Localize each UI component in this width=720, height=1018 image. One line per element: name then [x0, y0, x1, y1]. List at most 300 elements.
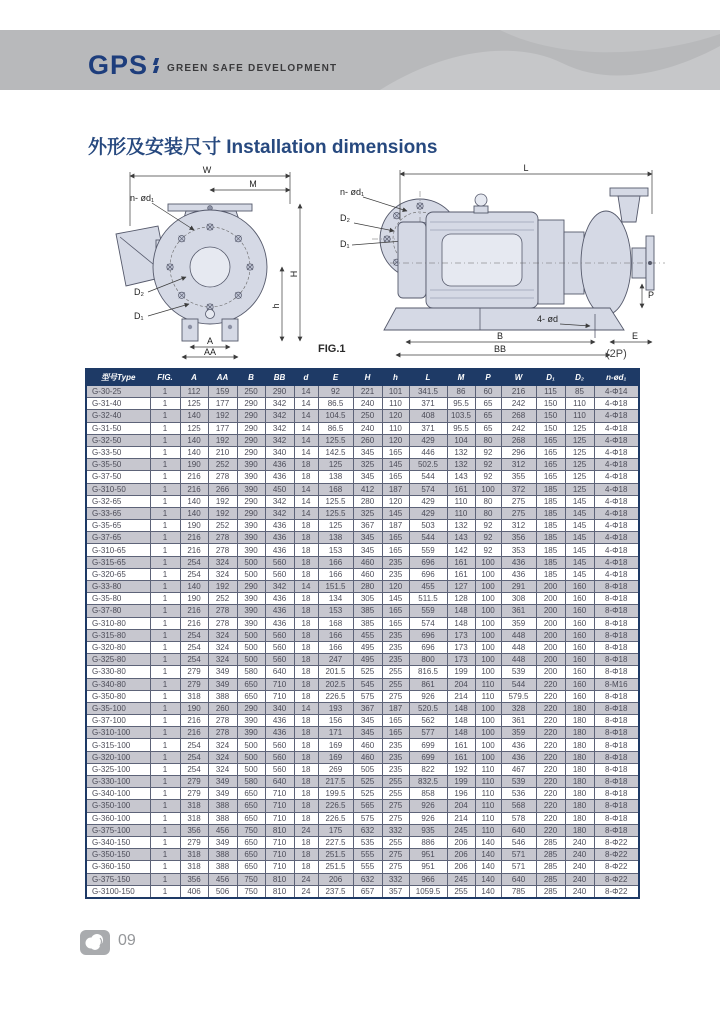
value-cell: 255	[447, 885, 475, 898]
value-cell: 103.5	[447, 410, 475, 422]
value-cell: 100	[475, 727, 501, 739]
value-cell: 143	[447, 532, 475, 544]
value-cell: 460	[353, 739, 382, 751]
value-cell: 235	[382, 568, 409, 580]
value-cell: 448	[501, 641, 536, 653]
label-d2-front: D₂	[134, 287, 144, 297]
value-cell: 100	[475, 666, 501, 678]
value-cell: 4-Φ18	[594, 410, 639, 422]
value-cell: 100	[475, 556, 501, 568]
value-cell: 500	[237, 556, 265, 568]
value-cell: 177	[208, 422, 237, 434]
value-cell: 190	[180, 520, 208, 532]
value-cell: 342	[265, 398, 294, 410]
value-cell: 356	[501, 532, 536, 544]
value-cell: 110	[475, 690, 501, 702]
value-cell: 275	[382, 800, 409, 812]
value-cell: 214	[447, 690, 475, 702]
model-cell: G-32-50	[86, 434, 150, 446]
value-cell: 500	[237, 763, 265, 775]
side-view-drawing	[384, 164, 665, 355]
value-cell: 632	[353, 824, 382, 836]
model-cell: G-32-65	[86, 495, 150, 507]
value-cell: 4-Φ18	[594, 544, 639, 556]
value-cell: 145	[565, 532, 594, 544]
value-cell: 340	[265, 702, 294, 714]
value-cell: 4-Φ18	[594, 520, 639, 532]
value-cell: 127	[447, 581, 475, 593]
value-cell: 545	[353, 678, 382, 690]
value-cell: 1	[150, 763, 180, 775]
value-cell: 18	[294, 629, 318, 641]
value-cell: 242	[501, 422, 536, 434]
value-cell: 268	[501, 410, 536, 422]
value-cell: 966	[409, 873, 447, 885]
value-cell: 318	[180, 690, 208, 702]
value-cell: 4-Φ18	[594, 556, 639, 568]
value-cell: 120	[382, 495, 409, 507]
value-cell: 390	[237, 471, 265, 483]
value-cell: 1	[150, 690, 180, 702]
value-cell: 8-Φ18	[594, 666, 639, 678]
value-cell: 100	[475, 654, 501, 666]
value-cell: 185	[536, 568, 565, 580]
model-cell: G-35-50	[86, 459, 150, 471]
value-cell: 220	[536, 800, 565, 812]
value-cell: 125	[565, 434, 594, 446]
value-cell: 4-Φ18	[594, 459, 639, 471]
value-cell: 372	[501, 483, 536, 495]
value-cell: 206	[447, 836, 475, 848]
value-cell: 161	[447, 556, 475, 568]
value-cell: 187	[382, 702, 409, 714]
value-cell: 210	[208, 446, 237, 458]
value-cell: 110	[382, 422, 409, 434]
label-n-od1-flange: n- ød₁	[340, 187, 365, 197]
value-cell: 539	[501, 666, 536, 678]
value-cell: 886	[409, 836, 447, 848]
value-cell: 145	[565, 544, 594, 556]
model-cell: G-32-40	[86, 410, 150, 422]
value-cell: 560	[265, 751, 294, 763]
value-cell: 8-Φ22	[594, 885, 639, 898]
value-cell: 785	[501, 885, 536, 898]
value-cell: 359	[501, 727, 536, 739]
model-cell: G-320-100	[86, 751, 150, 763]
value-cell: 1	[150, 836, 180, 848]
column-header: d	[294, 369, 318, 386]
value-cell: 220	[536, 763, 565, 775]
model-cell: G-320-65	[86, 568, 150, 580]
value-cell: 436	[265, 593, 294, 605]
value-cell: 165	[536, 446, 565, 458]
value-cell: 1	[150, 739, 180, 751]
value-cell: 699	[409, 751, 447, 763]
value-cell: 192	[447, 763, 475, 775]
value-cell: 4-Φ18	[594, 422, 639, 434]
value-cell: 696	[409, 556, 447, 568]
model-cell: G-330-80	[86, 666, 150, 678]
value-cell: 345	[353, 446, 382, 458]
value-cell: 216	[180, 727, 208, 739]
value-cell: 275	[501, 495, 536, 507]
value-cell: 92	[475, 471, 501, 483]
value-cell: 160	[565, 593, 594, 605]
dim-label-e: E	[631, 331, 639, 341]
column-header: P	[475, 369, 501, 386]
value-cell: 408	[409, 410, 447, 422]
value-cell: 650	[237, 836, 265, 848]
logo-tagline: GREEN SAFE DEVELOPMENT	[167, 63, 338, 74]
value-cell: 1	[150, 861, 180, 873]
table-row	[86, 861, 639, 873]
value-cell: 160	[565, 641, 594, 653]
value-cell: 710	[265, 812, 294, 824]
value-cell: 296	[501, 446, 536, 458]
value-cell: 132	[447, 459, 475, 471]
value-cell: 159	[208, 386, 237, 398]
value-cell: 100	[475, 605, 501, 617]
value-cell: 1	[150, 727, 180, 739]
model-cell: G-325-100	[86, 763, 150, 775]
value-cell: 951	[409, 849, 447, 861]
value-cell: 357	[382, 885, 409, 898]
value-cell: 110	[565, 410, 594, 422]
model-cell: G-33-65	[86, 507, 150, 519]
value-cell: 710	[265, 690, 294, 702]
value-cell: 110	[475, 776, 501, 788]
model-cell: G-315-65	[86, 556, 150, 568]
model-cell: G-325-80	[86, 654, 150, 666]
value-cell: 220	[536, 751, 565, 763]
value-cell: 560	[265, 763, 294, 775]
value-cell: 18	[294, 666, 318, 678]
value-cell: 161	[447, 751, 475, 763]
column-header: L	[409, 369, 447, 386]
value-cell: 318	[180, 861, 208, 873]
value-cell: 341.5	[409, 386, 447, 398]
value-cell: 632	[353, 873, 382, 885]
value-cell: 505	[353, 763, 382, 775]
value-cell: 260	[353, 434, 382, 446]
value-cell: 160	[565, 581, 594, 593]
value-cell: 173	[447, 629, 475, 641]
value-cell: 14	[294, 434, 318, 446]
value-cell: 308	[501, 593, 536, 605]
value-cell: 104.5	[318, 410, 353, 422]
value-cell: 14	[294, 446, 318, 458]
value-cell: 278	[208, 544, 237, 556]
value-cell: 1	[150, 568, 180, 580]
value-cell: 180	[565, 751, 594, 763]
value-cell: 1	[150, 495, 180, 507]
value-cell: 252	[208, 593, 237, 605]
value-cell: 18	[294, 556, 318, 568]
value-cell: 86.5	[318, 422, 353, 434]
table-row	[86, 849, 639, 861]
value-cell: 100	[475, 617, 501, 629]
table-row	[86, 836, 639, 848]
value-cell: 110	[565, 398, 594, 410]
table-row	[86, 751, 639, 763]
value-cell: 180	[565, 812, 594, 824]
value-cell: 8-Φ22	[594, 873, 639, 885]
value-cell: 140	[180, 495, 208, 507]
value-cell: 100	[475, 629, 501, 641]
model-cell: G-33-50	[86, 446, 150, 458]
logo-text: GPS	[88, 50, 149, 80]
model-cell: G-375-150	[86, 873, 150, 885]
value-cell: 165	[382, 605, 409, 617]
value-cell: 500	[237, 739, 265, 751]
model-cell: G-315-100	[86, 739, 150, 751]
value-cell: 500	[237, 568, 265, 580]
value-cell: 160	[565, 617, 594, 629]
table-row	[86, 763, 639, 775]
value-cell: 559	[409, 605, 447, 617]
value-cell: 138	[318, 471, 353, 483]
value-cell: 65	[475, 422, 501, 434]
value-cell: 254	[180, 739, 208, 751]
value-cell: 254	[180, 556, 208, 568]
value-cell: 390	[237, 617, 265, 629]
value-cell: 1	[150, 507, 180, 519]
value-cell: 165	[382, 446, 409, 458]
value-cell: 578	[501, 812, 536, 824]
value-cell: 185	[536, 556, 565, 568]
value-cell: 173	[447, 641, 475, 653]
model-cell: G-37-65	[86, 532, 150, 544]
value-cell: 429	[409, 495, 447, 507]
value-cell: 160	[565, 629, 594, 641]
value-cell: 436	[501, 739, 536, 751]
value-cell: 291	[501, 581, 536, 593]
dim-label-w: W	[202, 165, 212, 175]
value-cell: 1	[150, 702, 180, 714]
value-cell: 125.5	[318, 495, 353, 507]
table-row	[86, 812, 639, 824]
table-row	[86, 885, 639, 898]
value-cell: 199.5	[318, 788, 353, 800]
value-cell: 110	[475, 788, 501, 800]
value-cell: 560	[265, 568, 294, 580]
value-cell: 1	[150, 715, 180, 727]
value-cell: 235	[382, 641, 409, 653]
column-header: H	[353, 369, 382, 386]
column-header: M	[447, 369, 475, 386]
value-cell: 110	[475, 678, 501, 690]
value-cell: 4-Φ14	[594, 386, 639, 398]
value-cell: 166	[318, 568, 353, 580]
value-cell: 185	[536, 520, 565, 532]
table-row	[86, 544, 639, 556]
value-cell: 8-Φ18	[594, 776, 639, 788]
value-cell: 100	[475, 581, 501, 593]
value-cell: 367	[353, 702, 382, 714]
value-cell: 148	[447, 727, 475, 739]
value-cell: 8-Φ18	[594, 702, 639, 714]
value-cell: 140	[180, 410, 208, 422]
value-cell: 100	[475, 593, 501, 605]
value-cell: 750	[237, 824, 265, 836]
value-cell: 699	[409, 739, 447, 751]
value-cell: 574	[409, 617, 447, 629]
value-cell: 110	[475, 824, 501, 836]
table-row	[86, 422, 639, 434]
value-cell: 190	[180, 593, 208, 605]
value-cell: 80	[475, 495, 501, 507]
value-cell: 460	[353, 568, 382, 580]
column-header: BB	[265, 369, 294, 386]
value-cell: 324	[208, 654, 237, 666]
dim-label-h-cap: H	[289, 270, 299, 278]
value-cell: 180	[565, 763, 594, 775]
value-cell: 24	[294, 824, 318, 836]
value-cell: 280	[353, 581, 382, 593]
value-cell: 216	[180, 544, 208, 556]
value-cell: 858	[409, 788, 447, 800]
value-cell: 18	[294, 544, 318, 556]
value-cell: 312	[501, 459, 536, 471]
model-cell: G-30-25	[86, 386, 150, 398]
label-d2-flange: D₂	[340, 213, 350, 223]
value-cell: 290	[237, 398, 265, 410]
value-cell: 448	[501, 654, 536, 666]
value-cell: 324	[208, 641, 237, 653]
value-cell: 436	[265, 544, 294, 556]
value-cell: 145	[565, 495, 594, 507]
header-band	[0, 30, 720, 90]
value-cell: 145	[382, 459, 409, 471]
model-cell: G-310-50	[86, 483, 150, 495]
model-cell: G-35-80	[86, 593, 150, 605]
value-cell: 1	[150, 459, 180, 471]
value-cell: 1	[150, 641, 180, 653]
value-cell: 579.5	[501, 690, 536, 702]
value-cell: 8-Φ18	[594, 763, 639, 775]
value-cell: 95.5	[447, 398, 475, 410]
column-header: AA	[208, 369, 237, 386]
value-cell: 560	[265, 739, 294, 751]
value-cell: 190	[180, 702, 208, 714]
table-row	[86, 434, 639, 446]
value-cell: 148	[447, 605, 475, 617]
value-cell: 279	[180, 788, 208, 800]
value-cell: 251.5	[318, 849, 353, 861]
value-cell: 160	[565, 666, 594, 678]
value-cell: 201.5	[318, 666, 353, 678]
table-row	[86, 654, 639, 666]
value-cell: 349	[208, 836, 237, 848]
value-cell: 235	[382, 629, 409, 641]
value-cell: 226.5	[318, 812, 353, 824]
model-cell: G-340-150	[86, 836, 150, 848]
value-cell: 125.5	[318, 434, 353, 446]
value-cell: 436	[265, 715, 294, 727]
value-cell: 275	[382, 849, 409, 861]
value-cell: 160	[565, 605, 594, 617]
value-cell: 18	[294, 690, 318, 702]
value-cell: 254	[180, 763, 208, 775]
value-cell: 150	[536, 410, 565, 422]
value-cell: 810	[265, 873, 294, 885]
value-cell: 1	[150, 678, 180, 690]
value-cell: 324	[208, 751, 237, 763]
value-cell: 560	[265, 629, 294, 641]
value-cell: 575	[353, 690, 382, 702]
value-cell: 151.5	[318, 581, 353, 593]
value-cell: 145	[565, 507, 594, 519]
value-cell: 290	[237, 581, 265, 593]
table-row	[86, 641, 639, 653]
model-cell: G-37-80	[86, 605, 150, 617]
value-cell: 18	[294, 605, 318, 617]
value-cell: 92	[475, 544, 501, 556]
value-cell: 165	[382, 544, 409, 556]
dim-label-l: L	[523, 164, 529, 173]
value-cell: 279	[180, 776, 208, 788]
value-cell: 216	[180, 605, 208, 617]
value-cell: 165	[382, 471, 409, 483]
value-cell: 140	[475, 885, 501, 898]
value-cell: 148	[447, 617, 475, 629]
value-cell: 235	[382, 739, 409, 751]
front-view-drawing	[116, 165, 300, 357]
value-cell: 160	[565, 678, 594, 690]
value-cell: 560	[265, 641, 294, 653]
value-cell: 951	[409, 861, 447, 873]
value-cell: 575	[353, 812, 382, 824]
value-cell: 254	[180, 751, 208, 763]
value-cell: 199	[447, 666, 475, 678]
value-cell: 86	[447, 386, 475, 398]
value-cell: 429	[409, 507, 447, 519]
value-cell: 145	[565, 556, 594, 568]
table-row	[86, 520, 639, 532]
value-cell: 345	[353, 727, 382, 739]
value-cell: 220	[536, 678, 565, 690]
value-cell: 696	[409, 641, 447, 653]
value-cell: 185	[536, 544, 565, 556]
value-cell: 495	[353, 654, 382, 666]
value-cell: 252	[208, 459, 237, 471]
table-row	[86, 398, 639, 410]
value-cell: 312	[501, 520, 536, 532]
value-cell: 8-Φ18	[594, 641, 639, 653]
value-cell: 206	[447, 849, 475, 861]
value-cell: 220	[536, 824, 565, 836]
value-cell: 65	[475, 398, 501, 410]
value-cell: 18	[294, 532, 318, 544]
value-cell: 110	[447, 495, 475, 507]
value-cell: 275	[382, 690, 409, 702]
value-cell: 536	[501, 788, 536, 800]
value-cell: 216	[501, 386, 536, 398]
value-cell: 199	[447, 776, 475, 788]
value-cell: 140	[475, 873, 501, 885]
model-cell: G-37-50	[86, 471, 150, 483]
value-cell: 120	[382, 581, 409, 593]
value-cell: 361	[501, 605, 536, 617]
value-cell: 1	[150, 824, 180, 836]
value-cell: 100	[475, 751, 501, 763]
value-cell: 18	[294, 715, 318, 727]
value-cell: 92	[475, 532, 501, 544]
value-cell: 14	[294, 581, 318, 593]
value-cell: 8-Φ18	[594, 654, 639, 666]
table-row	[86, 471, 639, 483]
value-cell: 436	[265, 532, 294, 544]
